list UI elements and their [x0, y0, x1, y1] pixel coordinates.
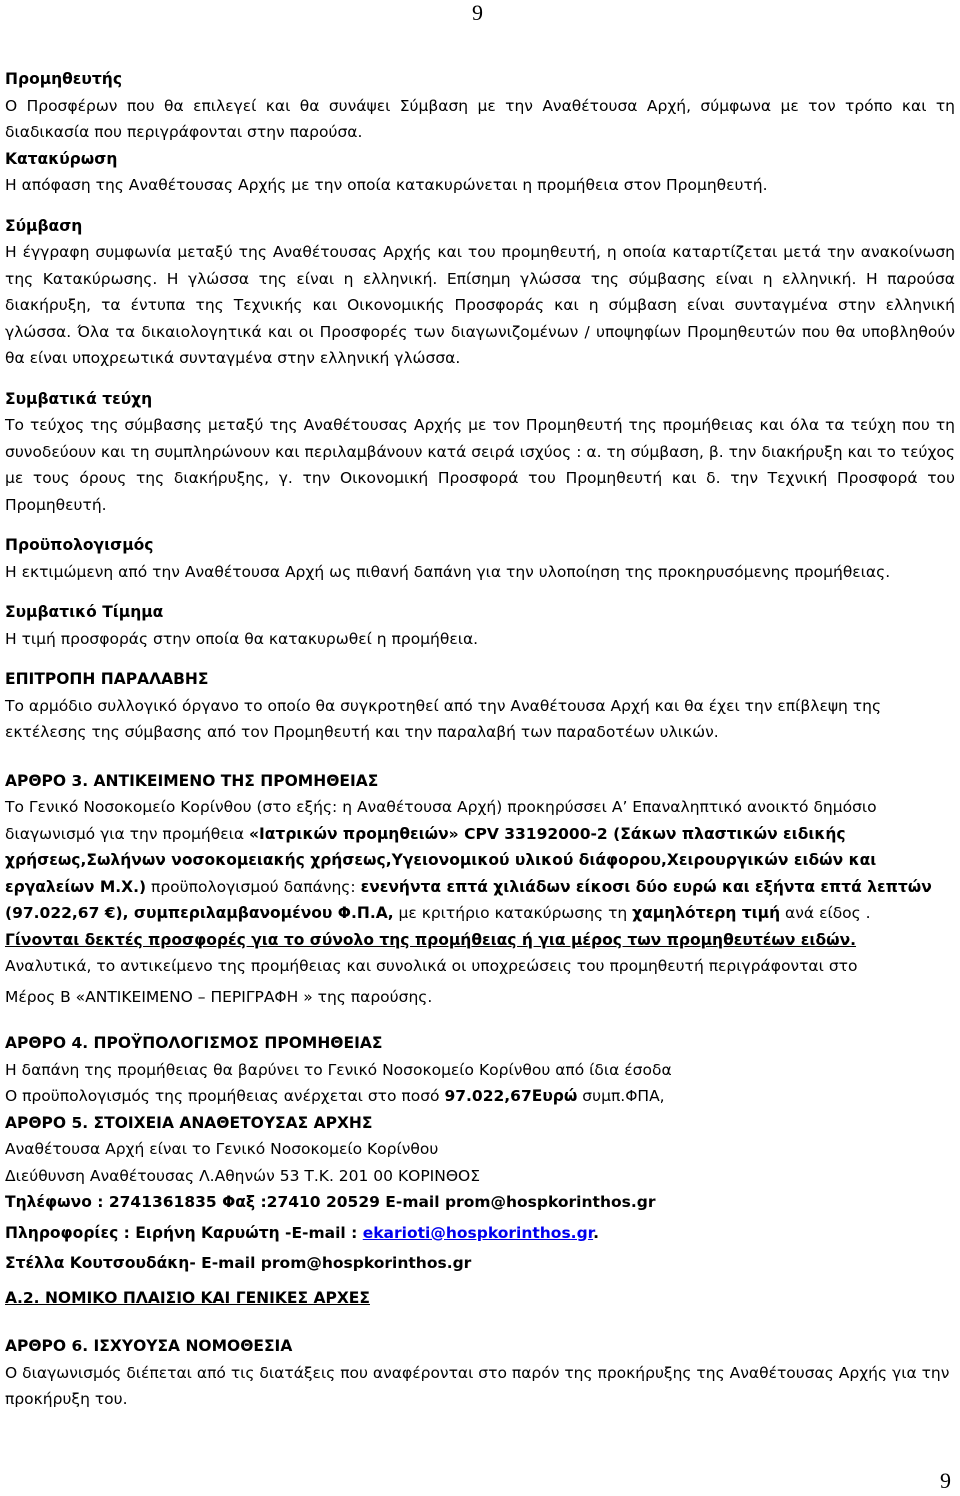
article3-p1-g: ανά είδος .: [780, 904, 871, 922]
article4-line-2-a: Ο προϋπολογισμός της προμήθειας ανέρχεται στο ποσό: [5, 1087, 445, 1105]
article5-contact-2: Στέλλα Κουτσουδάκη- E-mail prom@hospkorinthos.gr: [5, 1254, 472, 1272]
email-link[interactable]: ekarioti@hospkorinthos.gr: [362, 1223, 594, 1242]
contract-price-heading: Συμβατικό Τίμημα: [5, 603, 164, 621]
article4-line-2: [5, 1083, 955, 1110]
page-number-top: 9: [472, 0, 483, 25]
supplier-text: Ο Προσφέρων που θα επιλεγεί και θα συνάψει Σύμβαση με την Αναθέτουσα Αρχή, σύμφωνα με τον τρόπο και τη διαδικασία που περιγράφονται στην παρούσα.: [5, 96, 955, 141]
article3-p1-b: «Ιατρικών προμηθειών» CPV 33192000-2 (Σάκων πλαστικών ειδικής χρήσεως,Σωλήνων νοσοκομειακής χρήσεως,Υγειονομικού υλικού διάφορου,Χειρουργικών ειδών και εργαλείων Μ.Χ.): [5, 824, 877, 896]
article5-info: [5, 1220, 955, 1247]
article5-info-label: Πληροφορίες : Ειρήνη Καρυώτη -E-mail :: [5, 1223, 363, 1242]
article3-p1-c: προϋπολογισμού δαπάνης:: [146, 877, 361, 896]
article4-line-1: Η δαπάνη της προμήθειας θα βαρύνει το Γενικό Νοσοκομείο Κορίνθου από ίδια έσοδα: [5, 1060, 672, 1079]
article4-line-2-c: συμπ.ΦΠΑ,: [577, 1087, 665, 1105]
budget-text: Η εκτιμώμενη από την Αναθέτουσα Αρχή ως πιθανή δαπάνη για την υλοποίηση της προκηρυσόμενης προμήθειας.: [5, 562, 891, 581]
contract-heading: Σύμβαση: [5, 216, 83, 235]
contract-docs-text: Το τεύχος της σύμβασης μεταξύ της Αναθέτουσας Αρχής με τον Προμηθευτή της προμήθειας και όλα τα τεύχη που τη συνοδεύουν και τη συμπληρώνουν και περιλαμβάνουν κατά σειρά ισχύος : α. τη σύμβαση, β. την διακήρυξη και το τεύχος με τους όρους της διακήρυξης, γ. την Οικονομική Προσφορά του Προμηθευτή και δ. την Τεχνική Προσφορά του Προμηθευτή.: [5, 416, 955, 514]
article5-contact: Τηλέφωνο : 2741361835 Φαξ :27410 20529 E-mail prom@hospkorinthos.gr: [5, 1193, 656, 1211]
award-heading: Κατακύρωση: [5, 149, 118, 168]
contract-docs-heading: Συμβατικά τεύχη: [5, 389, 153, 408]
contract-price-text: Η τιμή προσφοράς στην οποία θα κατακυρωθεί η προμήθεια.: [5, 629, 479, 648]
a2-heading: Α.2. ΝΟΜΙΚΟ ΠΛΑΙΣΙΟ ΚΑΙ ΓΕΝΙΚΕΣ ΑΡΧΕΣ: [5, 1288, 370, 1307]
article6-heading: ΑΡΘΡΟ 6. ΙΣΧΥΟΥΣΑ ΝΟΜΟΘΕΣΙΑ: [5, 1337, 293, 1355]
article3-p1-a: Το Γενικό Νοσοκομείο Κορίνθου (στο εξής: η Αναθέτουσα Αρχή) προκηρύσσει Α’ Επαναληπτικό ανοικτό δημόσιο διαγωνισμό για την προμήθεια: [5, 798, 877, 843]
article6-text: Ο διαγωνισμός διέπεται από τις διατάξεις που αναφέρονται στο παρόν της προκήρυξης της Αναθέτουσας Αρχής για την προκήρυξη του.: [5, 1363, 950, 1408]
article3-paragraph-1: [5, 794, 955, 927]
committee-heading: ΕΠΙΤΡΟΠΗ ΠΑΡΑΛΑΒΗΣ: [5, 670, 209, 688]
article4-amount: 97.022,67Ευρώ: [444, 1087, 578, 1105]
article3-heading: ΑΡΘΡΟ 3. ΑΝΤΙΚΕΙΜΕΝΟ ΤΗΣ ΠΡΟΜΗΘΕΙΑΣ: [5, 771, 379, 790]
document-body: [5, 66, 955, 1413]
article3-p1-f: χαμηλότερη τιμή: [632, 904, 781, 922]
supplier-heading: Προμηθευτής: [5, 70, 123, 88]
article5-info-end: .: [593, 1223, 599, 1242]
article3-paragraph-2: Γίνονται δεκτές προσφορές για το σύνολο της προμήθειας ή για μέρος των προμηθευτέων ειδών.: [5, 930, 857, 949]
contract-text: Η έγγραφη συμφωνία μεταξύ της Αναθέτουσας Αρχής και του προμηθευτή, η οποία καταρτίζεται μετά την ανακοίνωση της Κατακύρωσης. Η γλώσσα της είναι η ελληνική. Επίσημη γλώσσα της σύμβασης είναι η ελληνική. Η παρούσα διακήρυξη, τα έντυπα της Τεχνικής και Οικονομικής Προσφοράς και η σύμβαση είναι συνταγμένα στην ελληνική γλώσσα. Όλα τα δικαιολογητικά και οι Προσφορές των διαγωνιζομένων / υποψηφίων Προμηθευτών που θα υποβληθούν θα είναι υποχρεωτικά συνταγμένα στην ελληνική γλώσσα.: [5, 243, 955, 367]
article3-paragraph-4: Μέρος Β «ΑΝΤΙΚΕΙΜΕΝΟ – ΠΕΡΙΓΡΑΦΗ » της παρούσης.: [5, 987, 433, 1006]
article5-line-1: Αναθέτουσα Αρχή είναι το Γενικό Νοσοκομείο Κορίνθου: [5, 1140, 439, 1158]
article3-p1-e: με κριτήριο κατακύρωσης τη: [393, 904, 633, 922]
article3-paragraph-3: Αναλυτικά, το αντικείμενο της προμήθειας και συνολικά οι υποχρεώσεις του προμηθευτή περιγράφονται στο: [5, 957, 858, 975]
article5-line-2: Διεύθυνση Αναθέτουσας Λ.Αθηνών 53 Τ.Κ. 201 00 ΚΟΡΙΝΘΟΣ: [5, 1166, 481, 1185]
committee-text: Το αρμόδιο συλλογικό όργανο το οποίο θα συγκροτηθεί από την Αναθέτουσα Αρχή και θα έχει την επίβλεψη της εκτέλεσης της σύμβασης από τον Προμηθευτή και την παραλαβή των παραδοτέων υλικών.: [5, 696, 882, 741]
article3-p1-d: ενενήντα επτά χιλιάδων είκοσι δύο ευρώ και εξήντα επτά λεπτών (97.022,67 €), συμπεριλαμβανομένου Φ.Π.Α,: [5, 877, 932, 922]
budget-heading: Προϋπολογισμός: [5, 536, 154, 554]
article5-heading: ΑΡΘΡΟ 5. ΣΤΟΙΧΕΙΑ ΑΝΑΘΕΤΟΥΣΑΣ ΑΡΧΗΣ: [5, 1113, 373, 1132]
article4-heading: ΑΡΘΡΟ 4. ΠΡΟΫΠΟΛΟΓΙΣΜΟΣ ΠΡΟΜΗΘΕΙΑΣ: [5, 1034, 383, 1052]
award-text: Η απόφαση της Αναθέτουσας Αρχής με την οποία κατακυρώνεται η προμήθεια στον Προμηθευτή.: [5, 176, 768, 194]
page-number-bottom: 9: [940, 1468, 951, 1493]
